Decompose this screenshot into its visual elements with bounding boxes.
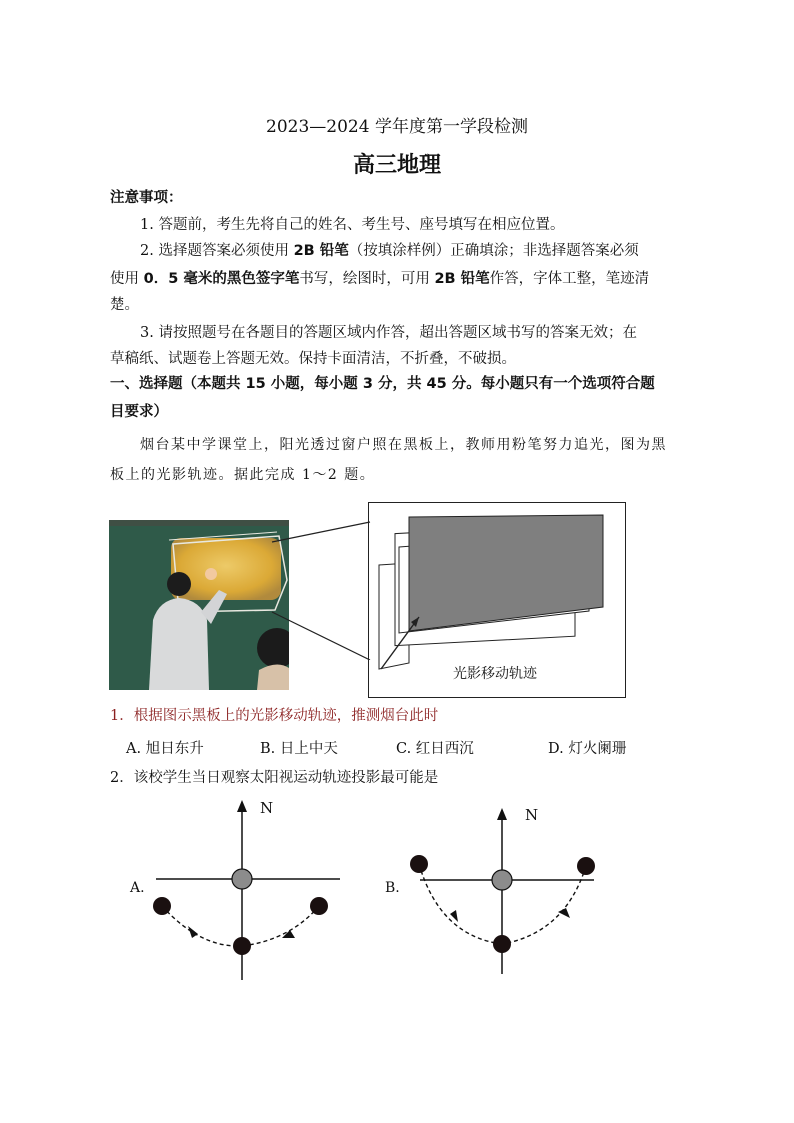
passage-line-1: 烟台某中学课堂上，阳光透过窗户照在黑板上，教师用粉笔努力追光，图为黑 xyxy=(140,437,667,453)
question-1-stem: 1．根据图示黑板上的光影移动轨迹，推测烟台此时 xyxy=(110,708,439,724)
notice-heading: 注意事项： xyxy=(110,190,183,206)
q2-option-a-label[interactable]: A. xyxy=(130,880,145,896)
notice-item-2-line-3: 楚。 xyxy=(110,297,139,313)
north-label-a: N xyxy=(260,799,274,817)
q1-option-b[interactable]: B. 日上中天 xyxy=(260,741,338,757)
question-2-stem: 2．该校学生当日观察太阳视运动轨迹投影最可能是 xyxy=(110,770,439,786)
inset-caption: 光影移动轨迹 xyxy=(453,666,537,682)
section-heading-cont: 目要求） xyxy=(110,404,168,420)
notice-item-3-line-1: 3. 请按照题号在各题目的答题区域内作答，超出答题区域书写的答案无效；在 xyxy=(140,325,637,341)
exam-title: 高三地理 xyxy=(352,153,441,178)
sun-path-diagram-a[interactable] xyxy=(140,800,360,990)
classroom-photo xyxy=(109,520,289,690)
q1-option-a[interactable]: A. 旭日东升 xyxy=(126,741,204,757)
callout-lines xyxy=(270,500,380,660)
exam-subtitle: 2023—2024 学年度第一学段检测 xyxy=(266,117,528,137)
passage-line-2: 板上的光影轨迹。据此完成 1～2 题。 xyxy=(110,467,376,483)
light-trajectory-inset xyxy=(368,502,626,698)
q2-option-b-label[interactable]: B. xyxy=(385,880,400,896)
section-heading: 一、选择题（本题共 15 小题，每小题 3 分，共 45 分。每小题只有一个选项符合题 xyxy=(110,376,655,392)
notice-item-2-line-2: 使用 0．5 毫米的黑色签字笔书写，绘图时，可用 2B 铅笔作答，字体工整，笔迹清 xyxy=(110,271,650,287)
notice-item-2-line-1: 2. 选择题答案必须使用 2B 铅笔（按填涂样例）正确填涂；非选择题答案必须 xyxy=(140,243,639,259)
sun-path-diagram-b[interactable] xyxy=(400,808,610,978)
q1-option-c[interactable]: C. 红日西沉 xyxy=(396,741,474,757)
north-label-b: N xyxy=(525,806,539,824)
q1-option-d[interactable]: D. 灯火阑珊 xyxy=(548,741,627,757)
notice-item-3-line-2: 草稿纸、试题卷上答题无效。保持卡面清洁，不折叠，不破损。 xyxy=(110,351,516,367)
notice-item-1: 1. 答题前，考生先将自己的姓名、考生号、座号填写在相应位置。 xyxy=(140,217,565,233)
classroom-photo-drawing xyxy=(109,520,289,690)
